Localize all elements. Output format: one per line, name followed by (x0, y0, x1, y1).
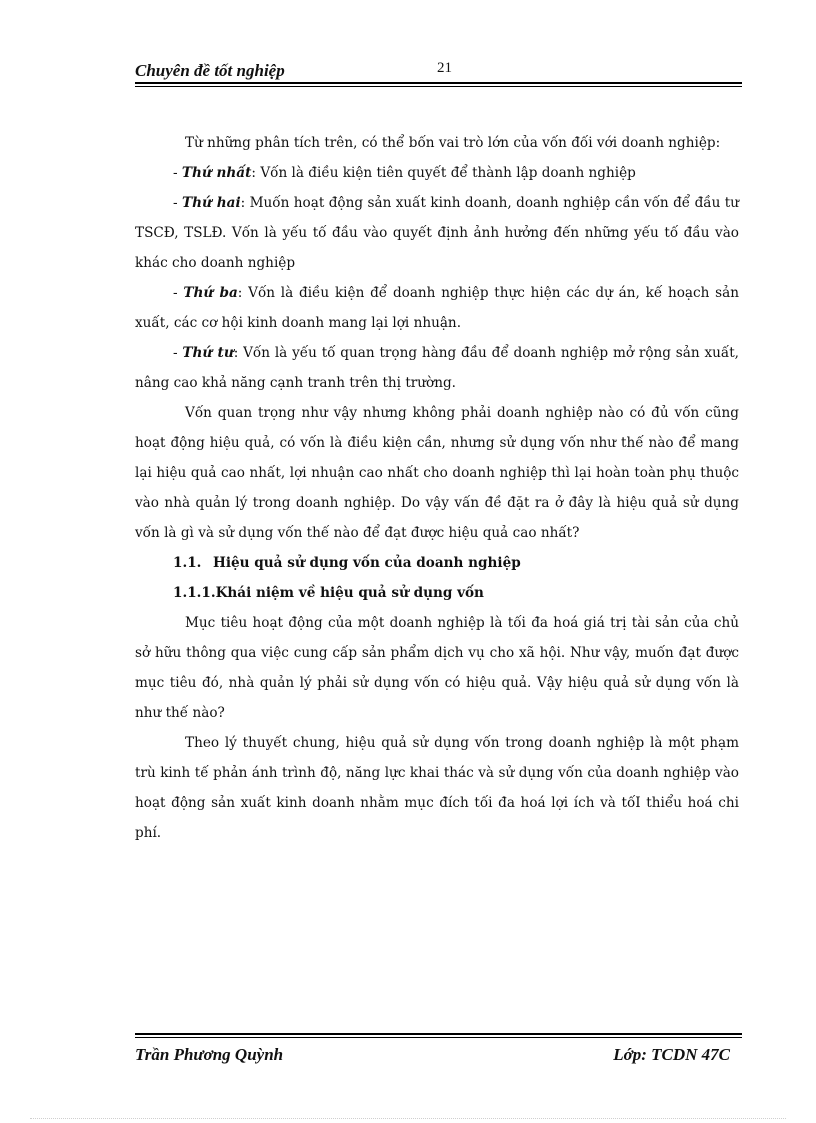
list-item: - Thứ hai: Muốn hoạt động sản xuất kinh doanh, doanh nghiệp cần vốn để đầu tư TSCĐ, TSLĐ. Vốn là yếu tố đầu vào quyết định ảnh hưởng đến những yếu tố đầu vào khác cho doanh nghiệp (135, 195, 740, 271)
footer-rule (135, 1033, 742, 1035)
paragraph: Vốn quan trọng như vậy nhưng không phải doanh nghiệp nào có đủ vốn cũng hoạt động hiệu quả, có vốn là điều kiện cần, nhưng sử dụng vốn như thế nào để mang lại hiệu quả cao nhất, lợi nhuận cao nhất cho doanh nghiệp thì lại hoàn toàn phụ thuộc vào nhà quản lý trong doanh nghiệp. Do vậy vấn đề đặt ra ở đây là hiệu quả sử dụng vốn là gì và sử dụng vốn thế nào để đạt được hiệu quả cao nhất? (135, 405, 739, 541)
section-number: 1.1. (173, 555, 202, 571)
header-title: Chuyên đề tốt nghiệp (135, 61, 285, 80)
item-text: Vốn là điều kiện để doanh nghiệp thực hiện các dự án, kế hoạch sản xuất, các cơ hội kinh doanh mang lại lợi nhuận. (135, 285, 739, 331)
page-body (135, 128, 739, 848)
list-item: - Thứ tư: Vốn là yếu tố quan trọng hàng đầu để doanh nghiệp mở rộng sản xuất, nâng cao khả năng cạnh tranh trên thị trường. (135, 345, 739, 391)
paragraph: Mục tiêu hoạt động của một doanh nghiệp là tối đa hoá giá trị tài sản của chủ sở hữu thông qua việc cung cấp sản phẩm dịch vụ cho xã hội. Như vậy, muốn đạt được mục tiêu đó, nhà quản lý phải sử dụng vốn có hiệu quả. Vậy hiệu quả sử dụng vốn là như thế nào? (135, 615, 739, 721)
item-text: Vốn là yếu tố quan trọng hàng đầu để doanh nghiệp mở rộng sản xuất, nâng cao khả năng cạnh tranh trên thị trường. (135, 345, 739, 391)
intro-paragraph: Từ những phân tích trên, có thể bốn vai trò lớn của vốn đối với doanh nghiệp: (185, 135, 721, 151)
list-item: - Thứ ba: Vốn là điều kiện để doanh nghiệp thực hiện các dự án, kế hoạch sản xuất, các cơ hội kinh doanh mang lại lợi nhuận. (135, 285, 739, 331)
page-edge-dots (30, 1118, 786, 1119)
item-label: Thứ hai (182, 195, 241, 211)
paragraph: Theo lý thuyết chung, hiệu quả sử dụng vốn trong doanh nghiệp là một phạm trù kinh tế phản ánh trình độ, năng lực khai thác và sử dụng vốn của doanh nghiệp vào hoạt động sản xuất kinh doanh nhằm mục đích tối đa hoá lợi ích và tốI thiểu hoá chi phí. (135, 735, 739, 841)
section-heading (135, 548, 739, 578)
header-rule-thin (135, 86, 742, 87)
item-label: Thứ ba (183, 285, 238, 301)
subsection-title: Khái niệm về hiệu quả sử dụng vốn (215, 585, 484, 601)
footer-class: Lớp: TCDN 47C (613, 1045, 730, 1064)
section-title: Hiệu quả sử dụng vốn của doanh nghiệp (213, 555, 521, 571)
header-rule (135, 82, 742, 84)
item-text: Vốn là điều kiện tiên quyết để thành lập doanh nghiệp (260, 165, 636, 181)
item-text: Muốn hoạt động sản xuất kinh doanh, doanh nghiệp cần vốn để đầu tư TSCĐ, TSLĐ. Vốn là yếu tố đầu vào quyết định ảnh hưởng đến những yếu tố đầu vào khác cho doanh nghiệp (135, 195, 740, 271)
footer-author: Trần Phương Quỳnh (135, 1045, 284, 1064)
item-label: Thứ tư (182, 345, 234, 361)
page-number: 21 (437, 60, 452, 76)
list-item: - Thứ nhất: Vốn là điều kiện tiên quyết để thành lập doanh nghiệp (173, 165, 636, 181)
item-label: Thứ nhất (181, 165, 252, 181)
subsection-heading (135, 578, 739, 608)
subsection-number: 1.1.1. (173, 585, 216, 601)
footer-rule-thin (135, 1037, 742, 1038)
